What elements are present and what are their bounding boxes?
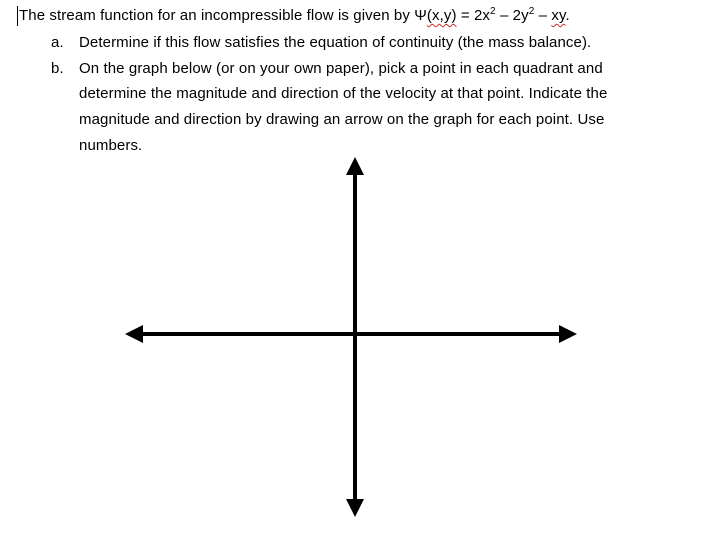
y-axis-top-arrowhead [346,157,364,175]
list-marker-b: b. [51,60,64,77]
list-item-b-line-1: On the graph below (or on your own paper), pick a point in each quadrant and [79,60,603,77]
x-axis-right-arrowhead [559,325,577,343]
x-axis-left-arrowhead [125,325,143,343]
intro-text: The stream function for an incompressible flow is given by [19,7,415,24]
equation-part-1: = 2x [456,7,490,24]
equation-end: . [565,7,570,24]
equation-part-3: – [534,7,552,24]
list-item-a-text: Determine if this flow satisfies the equation of continuity (the mass balance). [79,34,592,51]
psi-symbol: Ψ [414,7,427,24]
equation-part-2: – 2y [495,7,529,24]
y-axis-bottom-arrowhead [346,499,364,517]
list-item-b-line-2: determine the magnitude and direction of the velocity at that point. Indicate the [79,85,608,102]
list-item-b-line-4: numbers. [79,137,143,154]
psi-arguments: (x,y) [426,7,457,24]
exponent-1: 2 [490,6,496,17]
list-item-b-line-3: magnitude and direction by drawing an arrow on the graph for each point. Use [79,111,605,128]
list-marker-a: a. [51,34,64,51]
exponent-2: 2 [528,6,535,17]
xy-term: xy [551,7,566,24]
